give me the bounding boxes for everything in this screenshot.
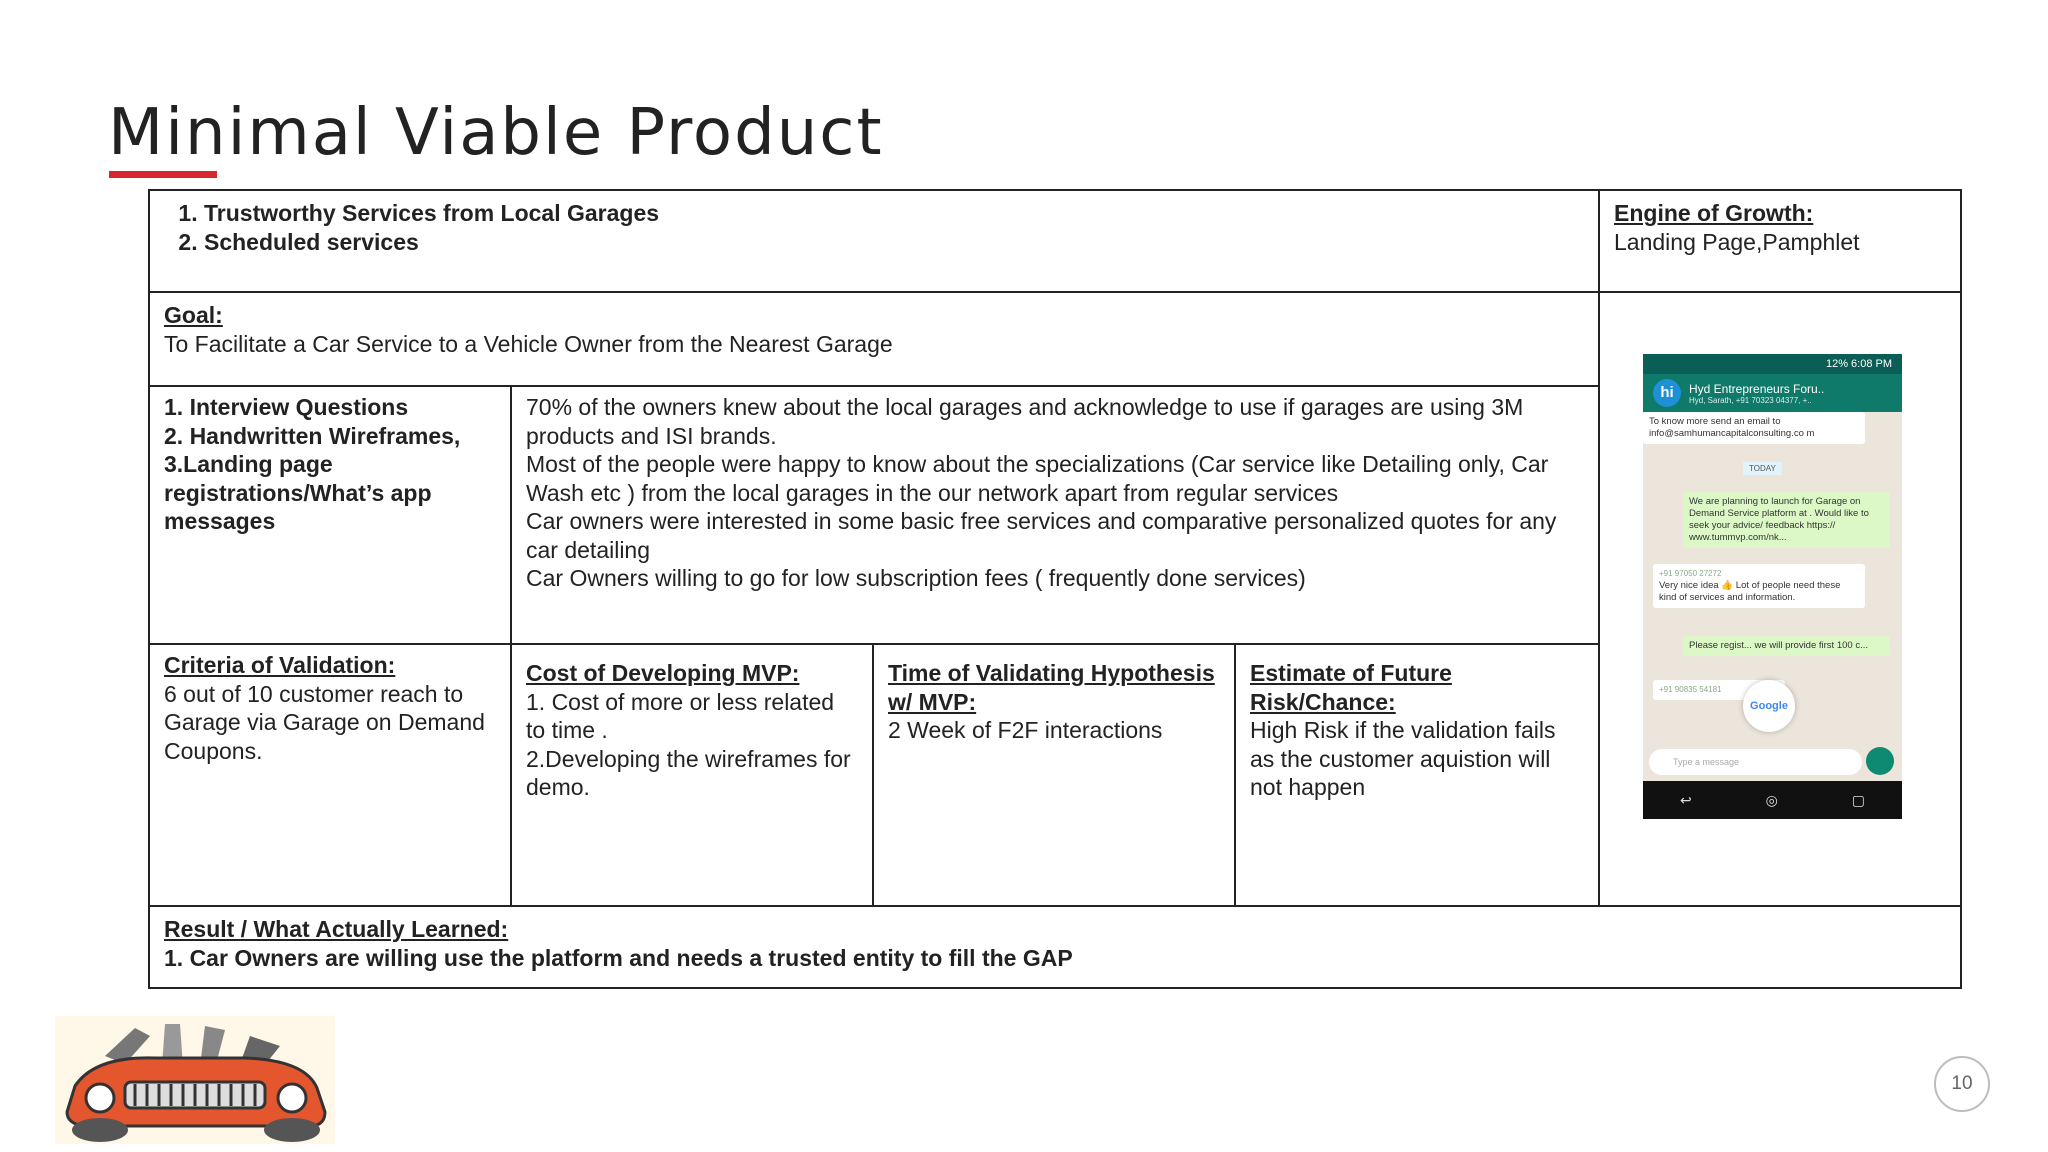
phone-nav-bar	[1643, 781, 1902, 819]
page-title: Minimal Viable Product	[108, 96, 884, 170]
goal-heading: Goal:	[164, 302, 223, 328]
back-icon: ↩	[1679, 791, 1692, 808]
finding-line: 70% of the owners knew about the local garages and acknowledge to use if garages are using 3M products and ISI brands.	[526, 394, 1524, 449]
message-text: Very nice idea 👍 Lot of people need these kind of services and information.	[1659, 580, 1841, 603]
engine-of-growth-text: Landing Page,Pamphlet	[1614, 228, 1860, 255]
chat-subtitle: Hyd, Sarath, +91 70323 04377, +..	[1689, 395, 1812, 405]
phone-status-bar: 12% 6:08 PM	[1643, 354, 1902, 374]
message-input: Type a message	[1649, 749, 1862, 775]
method-line: 1. Interview Questions	[164, 394, 409, 420]
result-cell	[148, 905, 1962, 989]
result-heading: Result / What Actually Learned:	[164, 916, 509, 942]
risk-cell	[1234, 643, 1600, 907]
engine-of-growth-cell	[1598, 189, 1962, 293]
result-text: 1. Car Owners are willing use the platform and needs a trusted entity to fill the GAP	[164, 944, 1073, 971]
cost-line: 2.Developing the wireframes for demo.	[526, 745, 851, 800]
chat-message: We are planning to launch for Garage on Demand Service platform at . Would like to seek your advice/ feedback https:// www.tummvp.com/nk...	[1683, 492, 1890, 548]
chat-message: +91 90835 54181	[1653, 680, 1785, 700]
criteria-text: 6 out of 10 customer reach to Garage via Garage on Demand Coupons.	[164, 680, 485, 764]
goal-text: To Facilitate a Car Service to a Vehicle Owner from the Nearest Garage	[164, 330, 893, 357]
chat-title-block	[1689, 382, 1824, 405]
features-cell	[148, 189, 1600, 293]
cost-cell	[510, 643, 874, 907]
google-badge: Google	[1743, 680, 1795, 732]
chat-header	[1643, 374, 1902, 412]
time-cell	[872, 643, 1236, 907]
feature-item: 1. Trustworthy Services from Local Garages	[204, 199, 1584, 228]
message-sender: +91 97050 27272	[1659, 569, 1722, 578]
group-avatar: hi	[1653, 379, 1681, 407]
recents-icon: ▢	[1851, 791, 1866, 808]
cost-heading: Cost of Developing MVP:	[526, 660, 800, 686]
mic-icon	[1866, 747, 1894, 775]
chat-message: To know more send an email to info@samhumancapitalconsulting.co m	[1643, 412, 1865, 444]
criteria-heading: Criteria of Validation:	[164, 652, 396, 678]
time-heading: Time of Validating Hypothesis w/ MVP:	[888, 660, 1215, 715]
criteria-cell	[148, 643, 512, 907]
chat-message: Please regist... we will provide first 100 c...	[1683, 636, 1890, 656]
garage-car-logo	[55, 1016, 335, 1144]
methods-cell	[148, 385, 512, 645]
goal-cell	[148, 291, 1600, 387]
finding-line: Car Owners willing to go for low subscription fees ( frequently done services)	[526, 565, 1306, 591]
finding-line: Car owners were interested in some basic free services and comparative personalized quotes for any car detailing	[526, 508, 1557, 563]
whatsapp-screenshot	[1643, 354, 1902, 819]
finding-line: Most of the people were happy to know about the specializations (Car service like Detailing only, Car Wash etc ) from the local garages in the our network apart from regular services	[526, 451, 1549, 506]
findings-cell	[510, 385, 1600, 645]
method-line: 3.Landing page registrations/What’s app messages	[164, 451, 432, 534]
chat-title: Hyd Entrepreneurs Foru..	[1689, 381, 1825, 396]
method-line: 2. Handwritten Wireframes,	[164, 422, 461, 449]
risk-heading: Estimate of Future Risk/Chance:	[1250, 660, 1452, 715]
page-number: 10	[1934, 1056, 1990, 1112]
date-chip: TODAY	[1743, 462, 1782, 475]
home-icon: ◎	[1765, 791, 1778, 808]
time-text: 2 Week of F2F interactions	[888, 717, 1163, 743]
risk-text: High Risk if the validation fails as the customer aquistion will not happen	[1250, 717, 1556, 800]
chat-message	[1653, 564, 1865, 608]
feature-item: 2. Scheduled services	[204, 228, 1584, 257]
title-underline-accent	[109, 171, 217, 178]
engine-of-growth-heading: Engine of Growth:	[1614, 200, 1814, 226]
cost-line: 1. Cost of more or less related to time .	[526, 688, 835, 743]
features-list	[164, 199, 1584, 256]
